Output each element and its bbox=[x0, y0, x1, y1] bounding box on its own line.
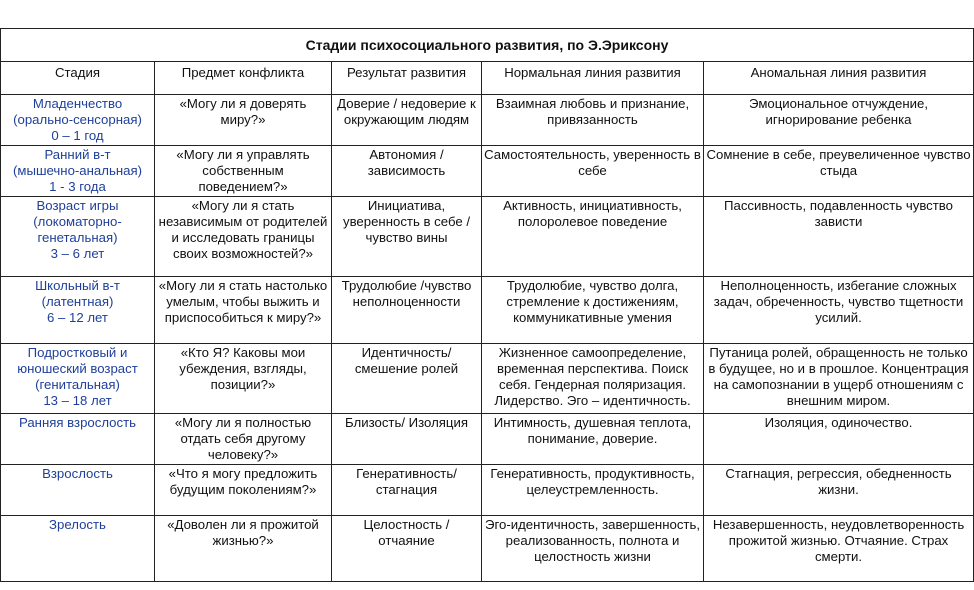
table-row bbox=[1, 197, 974, 277]
header-result: Результат развития bbox=[332, 62, 482, 95]
table-row bbox=[1, 344, 974, 414]
abnormal-line-cell: Неполноценность, избегание сложных задач, обреченность, чувство тщетности усилий. bbox=[704, 277, 974, 344]
table-row bbox=[1, 465, 974, 516]
stage-line: 6 – 12 лет bbox=[47, 310, 108, 325]
result-cell: Инициатива, уверенность в себе / чувство вины bbox=[332, 197, 482, 277]
stage-line: Ранний в-т bbox=[44, 147, 111, 162]
abnormal-line-cell: Пассивность, подавленность чувство зависти bbox=[704, 197, 974, 277]
table-row bbox=[1, 95, 974, 146]
stage-line: (генитальная) bbox=[35, 377, 120, 392]
normal-line-cell: Трудолюбие, чувство долга, стремление к достижениям, коммуникативные умения bbox=[482, 277, 704, 344]
conflict-cell: «Могу ли я управлять собственным поведением?» bbox=[155, 146, 332, 197]
conflict-cell: «Могу ли я стать независимым от родителей и исследовать границы своих возможностей?» bbox=[155, 197, 332, 277]
stage-line: (локоматорно- bbox=[33, 214, 122, 229]
result-cell: Близость/ Изоляция bbox=[332, 414, 482, 465]
abnormal-line-cell: Сомнение в себе, преувеличенное чувство стыда bbox=[704, 146, 974, 197]
conflict-cell: «Могу ли я доверять миру?» bbox=[155, 95, 332, 146]
abnormal-line-cell: Путаница ролей, обращенность не только в будущее, но и в прошлое. Концентрация на самопознании в ущерб отношениям с внешним миром. bbox=[704, 344, 974, 414]
result-cell: Доверие / недоверие к окружающим людям bbox=[332, 95, 482, 146]
table-row bbox=[1, 516, 974, 582]
stage-line: Взрослость bbox=[42, 466, 113, 481]
table-row bbox=[1, 146, 974, 197]
header-normal: Нормальная линия развития bbox=[482, 62, 704, 95]
stage-line: Школьный в-т bbox=[35, 278, 120, 293]
stage-line: юношеский возраст bbox=[17, 361, 138, 376]
result-cell: Автономия / зависимость bbox=[332, 146, 482, 197]
header-conflict: Предмет конфликта bbox=[155, 62, 332, 95]
table-row bbox=[1, 277, 974, 344]
normal-line-cell: Генеративность, продуктивность, целеустремленность. bbox=[482, 465, 704, 516]
stage-line: генетальная) bbox=[37, 230, 118, 245]
stage-line: 3 – 6 лет bbox=[50, 246, 105, 261]
conflict-cell: «Что я могу предложить будущим поколениям?» bbox=[155, 465, 332, 516]
stage-line: 0 – 1 год bbox=[51, 128, 104, 143]
stage-cell bbox=[1, 146, 155, 197]
stage-cell bbox=[1, 465, 155, 516]
erikson-stages-table bbox=[0, 28, 974, 582]
conflict-cell: «Могу ли я стать настолько умелым, чтобы выжить и приспособиться к миру?» bbox=[155, 277, 332, 344]
result-cell: Генеративность/ стагнация bbox=[332, 465, 482, 516]
conflict-cell: «Кто Я? Каковы мои убеждения, взгляды, позиции?» bbox=[155, 344, 332, 414]
table-title: Стадии психосоциального развития, по Э.Эриксону bbox=[1, 29, 974, 62]
normal-line-cell: Взаимная любовь и признание, привязанность bbox=[482, 95, 704, 146]
stage-line: (орально-сенсорная) bbox=[13, 112, 142, 127]
stage-cell bbox=[1, 95, 155, 146]
stage-cell bbox=[1, 414, 155, 465]
conflict-cell: «Доволен ли я прожитой жизнью?» bbox=[155, 516, 332, 582]
stage-line: (мышечно-анальная) bbox=[13, 163, 142, 178]
stage-line: Возраст игры bbox=[36, 198, 119, 213]
header-row bbox=[1, 62, 974, 95]
normal-line-cell: Жизненное самоопределение, временная перспектива. Поиск себя. Гендерная поляризация. Лидерство. Эго – идентичность. bbox=[482, 344, 704, 414]
result-cell: Идентичность/ смешение ролей bbox=[332, 344, 482, 414]
result-cell: Целостность / отчаяние bbox=[332, 516, 482, 582]
stage-line: Ранняя взрослость bbox=[18, 415, 137, 430]
abnormal-line-cell: Изоляция, одиночество. bbox=[704, 414, 974, 465]
stage-line: (латентная) bbox=[41, 294, 114, 309]
abnormal-line-cell: Незавершенность, неудовлетворенность прожитой жизнью. Отчаяние. Страх смерти. bbox=[704, 516, 974, 582]
normal-line-cell: Самостоятельность, уверенность в себе bbox=[482, 146, 704, 197]
stage-line: 13 – 18 лет bbox=[43, 393, 112, 408]
stage-cell bbox=[1, 516, 155, 582]
normal-line-cell: Активность, инициативность, полоролевое поведение bbox=[482, 197, 704, 277]
abnormal-line-cell: Эмоциональное отчуждение, игнорирование ребенка bbox=[704, 95, 974, 146]
stage-line: Младенчество bbox=[32, 96, 123, 111]
conflict-cell: «Могу ли я полностью отдать себя другому человеку?» bbox=[155, 414, 332, 465]
normal-line-cell: Эго-идентичность, завершенность, реализованность, полнота и целостность жизни bbox=[482, 516, 704, 582]
stage-line: 1 - 3 года bbox=[49, 179, 106, 194]
stage-line: Зрелость bbox=[49, 517, 106, 532]
table-row bbox=[1, 414, 974, 465]
header-abnormal: Аномальная линия развития bbox=[704, 62, 974, 95]
abnormal-line-cell: Стагнация, регрессия, обедненность жизни. bbox=[704, 465, 974, 516]
stage-cell bbox=[1, 344, 155, 414]
normal-line-cell: Интимность, душевная теплота, понимание, доверие. bbox=[482, 414, 704, 465]
stage-cell bbox=[1, 197, 155, 277]
stage-line: Подростковый и bbox=[27, 345, 128, 360]
stage-cell bbox=[1, 277, 155, 344]
result-cell: Трудолюбие /чувство неполноценности bbox=[332, 277, 482, 344]
header-stage: Стадия bbox=[1, 62, 155, 95]
